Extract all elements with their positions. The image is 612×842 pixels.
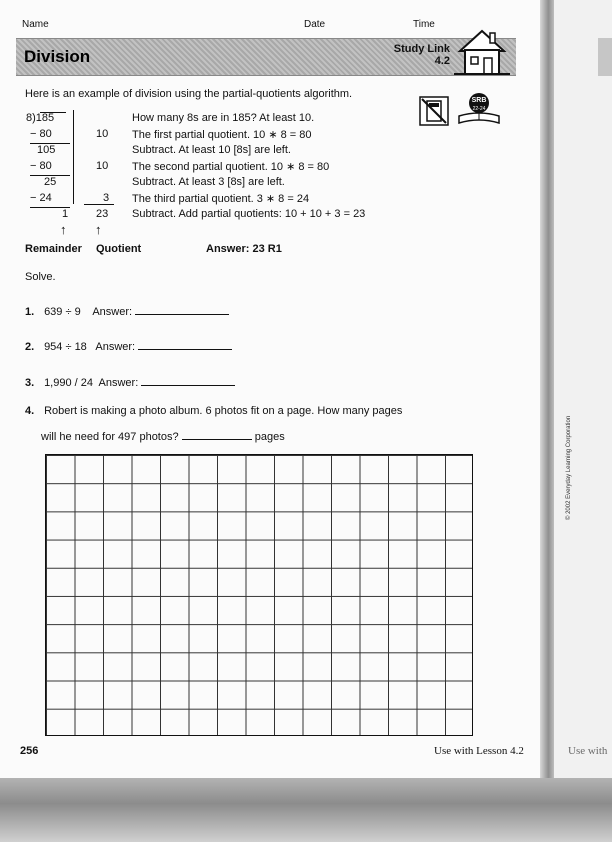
facing-title-strip <box>598 38 612 76</box>
example-note: How many 8s are in 185? At least 10. <box>132 112 315 124</box>
answer-blank[interactable] <box>138 339 232 350</box>
no-calculator-icon <box>419 96 449 126</box>
quotient-label: Quotient <box>96 243 142 255</box>
example-left: − 24 <box>30 192 52 204</box>
problem-2: 2. 954 ÷ 18 Answer: <box>25 339 232 353</box>
srb-book-icon <box>456 92 502 126</box>
srb-label: SRB <box>471 97 487 104</box>
scan-edge <box>0 778 612 842</box>
example-left: 25 <box>44 176 57 188</box>
study-link-number: 4.2 <box>434 55 450 67</box>
example-answer: Answer: 23 R1 <box>206 243 282 255</box>
solve-heading: Solve. <box>25 271 56 283</box>
example-note: The second partial quotient. 10 ∗ 8 = 80 <box>132 161 330 173</box>
page-number: 256 <box>20 745 39 757</box>
remainder-label: Remainder <box>25 243 82 255</box>
arrow-up-icon: ↑ <box>95 222 102 237</box>
example-note: The first partial quotient. 10 ∗ 8 = 80 <box>132 129 312 141</box>
name-label: Name <box>22 19 49 30</box>
quotient-value: 23 <box>96 208 109 220</box>
copyright-notice: © 2002 Everyday Learning Corporation <box>566 415 572 520</box>
partial-quotient: 10 <box>96 160 109 172</box>
intro-text: Here is an example of division using the partial-quotients algorithm. <box>25 88 353 100</box>
work-grid[interactable] <box>45 454 473 736</box>
example-left: 105 <box>37 144 56 156</box>
facing-lesson-footer: Use with <box>568 745 608 757</box>
srb-pages: 22-24 <box>472 106 486 112</box>
page-title: Division <box>24 47 91 66</box>
divisor-dividend: 8)185 <box>26 112 55 124</box>
example-left: − 80 <box>30 128 52 140</box>
arrow-up-icon: ↑ <box>60 222 67 237</box>
lesson-footer: Use with Lesson 4.2 <box>434 745 524 757</box>
problem-4-line2: will he need for 497 photos? pages <box>41 431 285 443</box>
facing-page <box>554 0 612 790</box>
example-note: Subtract. At least 10 [8s] are left. <box>132 144 291 156</box>
partial-quotient: 10 <box>96 128 109 140</box>
answer-blank[interactable] <box>141 375 235 386</box>
answer-blank[interactable] <box>135 304 229 315</box>
study-link-label: Study Link 4.2 <box>393 43 450 67</box>
time-label: Time <box>413 19 435 30</box>
example-note: The third partial quotient. 3 ∗ 8 = 24 <box>132 193 310 205</box>
quotient-sum-line <box>84 204 114 205</box>
answer-blank[interactable] <box>182 429 252 440</box>
example-left: − 80 <box>30 160 52 172</box>
problem-3: 3. 1,990 / 24 Answer: <box>25 375 235 389</box>
house-icon <box>452 27 512 77</box>
date-label: Date <box>304 19 326 30</box>
example-note: Subtract. Add partial quotients: 10 + 10 + 3 = 23 <box>132 208 366 220</box>
remainder-value: 1 <box>62 208 69 220</box>
quotient-column-line <box>73 110 74 204</box>
page-gutter <box>540 0 554 790</box>
title-band <box>16 38 516 76</box>
problem-1: 1. 639 ÷ 9 Answer: <box>25 304 229 318</box>
problem-4: 4. Robert is making a photo album. 6 photos fit on a page. How many pages <box>25 405 403 417</box>
partial-quotient: 3 <box>103 192 110 204</box>
example-note: Subtract. At least 3 [8s] are left. <box>132 176 285 188</box>
